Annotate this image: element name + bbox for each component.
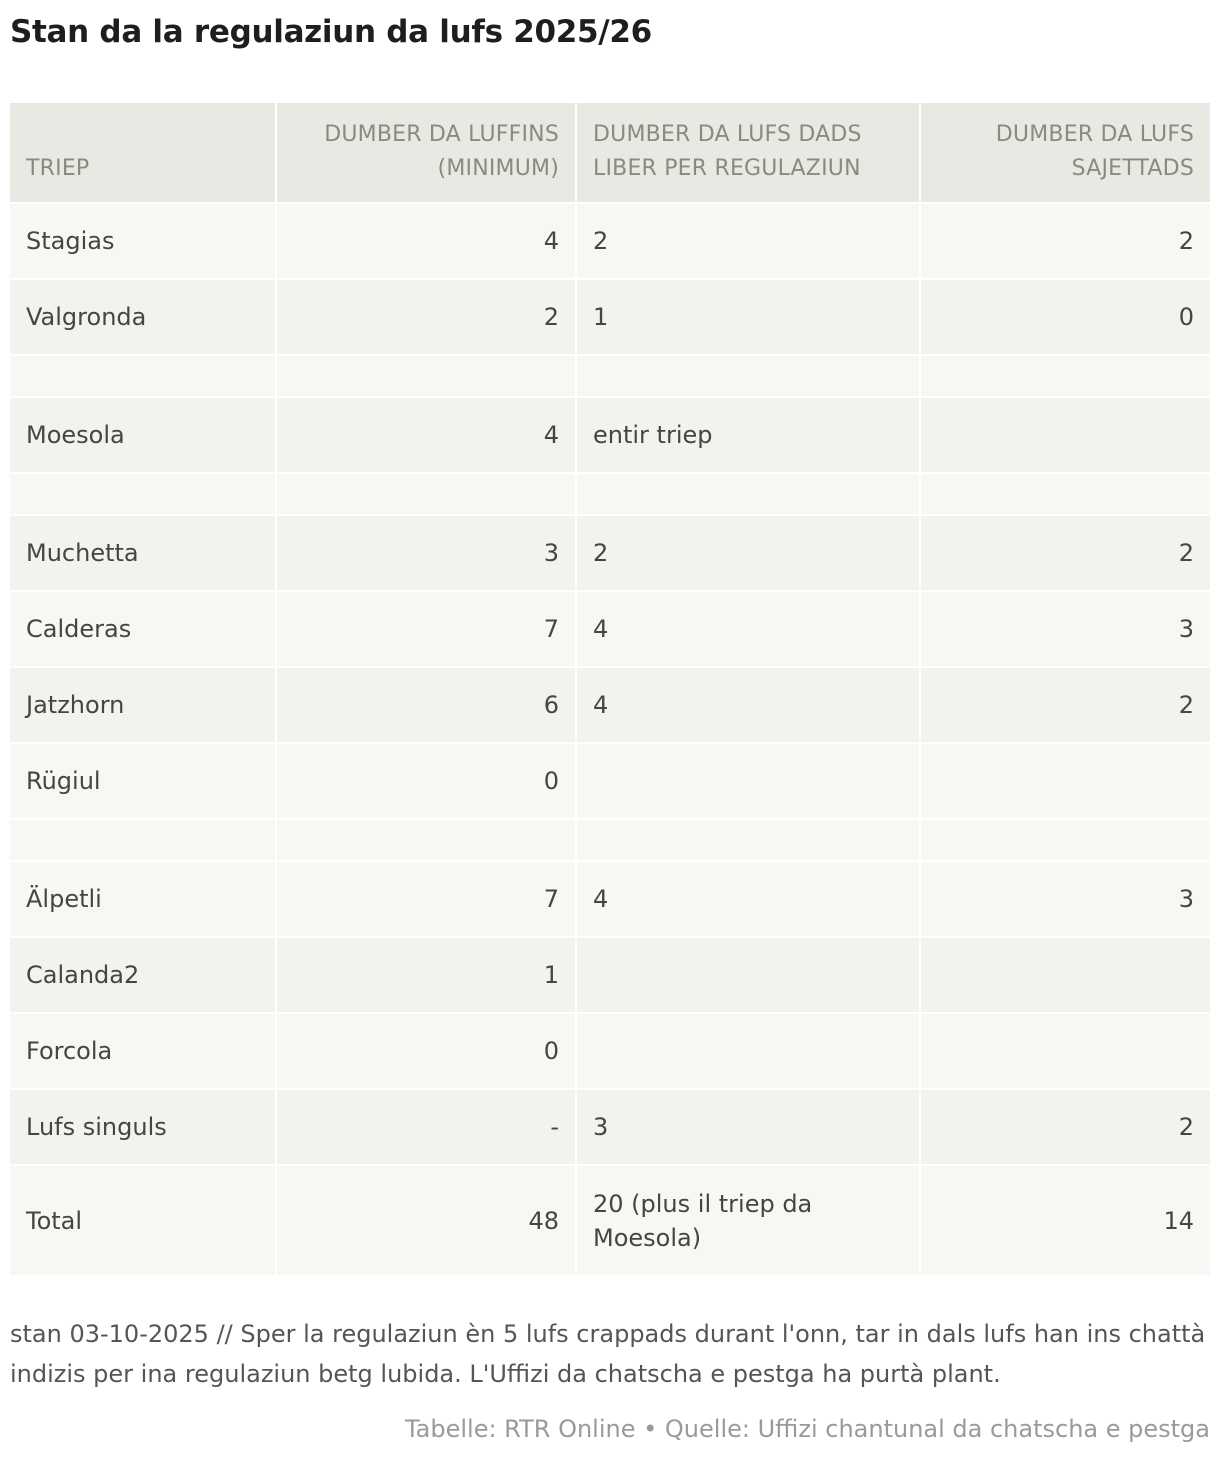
table-row — [10, 1013, 1210, 1089]
cell-triep: Stagias — [10, 203, 276, 279]
cell-triep — [10, 355, 276, 397]
cell-lufs-sajettads — [920, 743, 1210, 819]
cell-luffins: 3 — [276, 515, 576, 591]
header-row — [10, 103, 1210, 203]
cell-triep: Total — [10, 1165, 276, 1275]
table-header — [10, 103, 1210, 203]
cell-lufs-liber: 1 — [576, 279, 920, 355]
column-header-luffins: DUMBER DA LUFFINS (MINIMUM) — [276, 103, 576, 203]
chart-title: Stan da la regulaziun da lufs 2025/26 — [10, 14, 652, 50]
cell-triep: Rügiul — [10, 743, 276, 819]
cell-lufs-liber — [576, 1013, 920, 1089]
total-row — [10, 1165, 1210, 1275]
cell-lufs-liber: 3 — [576, 1089, 920, 1165]
cell-luffins: 2 — [276, 279, 576, 355]
cell-lufs-liber: 2 — [576, 203, 920, 279]
cell-lufs-liber — [576, 355, 920, 397]
table-row — [10, 937, 1210, 1013]
data-table — [10, 103, 1210, 1275]
cell-luffins: 48 — [276, 1165, 576, 1275]
cell-luffins: 1 — [276, 937, 576, 1013]
cell-triep — [10, 473, 276, 515]
cell-luffins: 7 — [276, 591, 576, 667]
cell-triep — [10, 819, 276, 861]
table-row — [10, 397, 1210, 473]
cell-triep: Valgronda — [10, 279, 276, 355]
cell-luffins: - — [276, 1089, 576, 1165]
cell-triep: Forcola — [10, 1013, 276, 1089]
table-row — [10, 667, 1210, 743]
cell-lufs-liber: entir triep — [576, 397, 920, 473]
table-row — [10, 279, 1210, 355]
source-credit: Tabelle: RTR Online • Quelle: Uffizi chantunal da chatscha e pestga — [404, 1415, 1210, 1443]
cell-lufs-sajettads: 2 — [920, 515, 1210, 591]
cell-luffins — [276, 355, 576, 397]
cell-luffins: 0 — [276, 743, 576, 819]
column-header-lufs-liber: DUMBER DA LUFS DADS LIBER PER REGULAZIUN — [576, 103, 920, 203]
cell-lufs-liber — [576, 937, 920, 1013]
cell-luffins: 0 — [276, 1013, 576, 1089]
table-row — [10, 203, 1210, 279]
cell-lufs-sajettads: 3 — [920, 591, 1210, 667]
cell-lufs-liber — [576, 819, 920, 861]
cell-lufs-liber: 4 — [576, 591, 920, 667]
table-body — [10, 203, 1210, 1275]
cell-luffins: 4 — [276, 203, 576, 279]
spacer-row — [10, 473, 1210, 515]
cell-lufs-sajettads — [920, 355, 1210, 397]
table-row — [10, 743, 1210, 819]
table-row — [10, 591, 1210, 667]
cell-luffins — [276, 819, 576, 861]
spacer-row — [10, 355, 1210, 397]
cell-lufs-sajettads — [920, 937, 1210, 1013]
table-note: stan 03-10-2025 // Sper la regulaziun èn 5 lufs crappads durant l'onn, tar in dals lufs han ins chattà indizis per ina regulaziun betg lubida. L'Uffizi da chatscha e pestga ha purtà plant. — [10, 1320, 1206, 1388]
cell-lufs-liber: 4 — [576, 861, 920, 937]
cell-triep: Moesola — [10, 397, 276, 473]
cell-lufs-sajettads — [920, 397, 1210, 473]
cell-lufs-liber — [576, 743, 920, 819]
table-row — [10, 1089, 1210, 1165]
spacer-row — [10, 819, 1210, 861]
cell-lufs-sajettads — [920, 473, 1210, 515]
cell-triep: Calanda2 — [10, 937, 276, 1013]
cell-luffins: 6 — [276, 667, 576, 743]
cell-triep: Muchetta — [10, 515, 276, 591]
cell-triep: Calderas — [10, 591, 276, 667]
cell-lufs-sajettads: 2 — [920, 203, 1210, 279]
column-header-lufs-sajettads: DUMBER DA LUFS SAJETTADS — [920, 103, 1210, 203]
cell-triep: Jatzhorn — [10, 667, 276, 743]
cell-luffins — [276, 473, 576, 515]
cell-lufs-liber — [576, 473, 920, 515]
table-row — [10, 515, 1210, 591]
cell-lufs-liber: 20 (plus il triep da Moesola) — [576, 1165, 920, 1275]
cell-lufs-sajettads: 0 — [920, 279, 1210, 355]
cell-lufs-sajettads: 14 — [920, 1165, 1210, 1275]
cell-triep: Lufs singuls — [10, 1089, 276, 1165]
cell-luffins: 7 — [276, 861, 576, 937]
cell-lufs-sajettads — [920, 819, 1210, 861]
cell-lufs-liber: 2 — [576, 515, 920, 591]
cell-luffins: 4 — [276, 397, 576, 473]
cell-lufs-sajettads: 3 — [920, 861, 1210, 937]
cell-lufs-sajettads — [920, 1013, 1210, 1089]
cell-lufs-sajettads: 2 — [920, 1089, 1210, 1165]
cell-lufs-sajettads: 2 — [920, 667, 1210, 743]
cell-triep: Älpetli — [10, 861, 276, 937]
column-header-triep: TRIEP — [10, 103, 276, 203]
table-row — [10, 861, 1210, 937]
cell-lufs-liber: 4 — [576, 667, 920, 743]
